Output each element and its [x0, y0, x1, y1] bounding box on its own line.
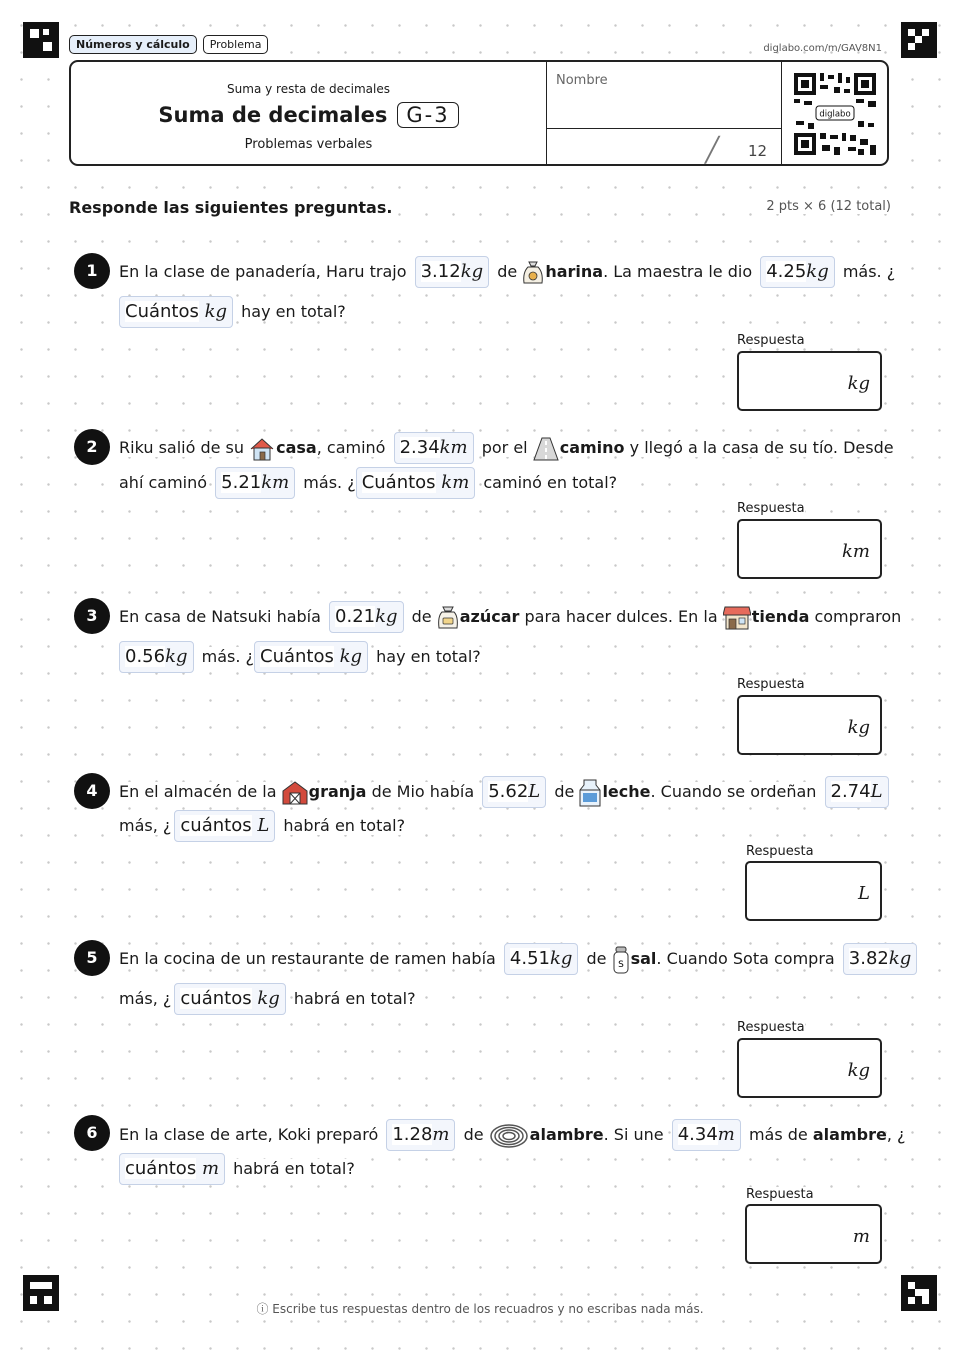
info-icon: ⓘ [256, 1302, 269, 1316]
value-box: 0.56kg [119, 641, 194, 673]
value-box: 3.12kg [415, 256, 490, 288]
value-box: 2.34km [394, 432, 474, 464]
footer-text: Escribe tus respuestas dentro de los recuadros y no escribas nada más. [272, 1302, 704, 1316]
answer-box-3[interactable]: kg [737, 695, 882, 755]
problem-text: más de [748, 1125, 808, 1144]
problem-number-4: 4 [74, 773, 110, 809]
problem-text: . La maestra le dio [603, 262, 753, 281]
answer-label: Respuesta [737, 1020, 805, 1035]
problem-text: . Si une [603, 1125, 664, 1144]
problem-number-3: 3 [74, 598, 110, 634]
problem-number-6: 6 [74, 1115, 110, 1151]
score-total: 12 [748, 142, 768, 160]
svg-text:S: S [617, 959, 624, 970]
problem-text: En la cocina de un restaurante de ramen había [119, 949, 496, 968]
answer-label: Respuesta [746, 844, 814, 859]
salt-shaker-icon [612, 946, 630, 974]
problem-4-line-2 [119, 810, 405, 842]
problem-text: y llegó a la casa de su tío. Desde [629, 438, 894, 457]
answer-label: Respuesta [737, 333, 805, 348]
score-slash: ╱ [705, 136, 720, 164]
problem-3-line-2 [119, 641, 481, 673]
worksheet-code: G-3 [397, 102, 458, 128]
answer-box-1[interactable]: kg [737, 351, 882, 411]
instruction-text: Responde las siguientes preguntas. [69, 198, 393, 217]
value-box: 3.82kg [843, 943, 918, 975]
house-icon [249, 437, 275, 461]
problem-text: habrá en total? [283, 816, 406, 835]
problem-text: En casa de Natsuki había [119, 607, 321, 626]
problem-number-5: 5 [74, 940, 110, 976]
answer-box-4[interactable]: L [745, 861, 882, 921]
value-box: 0.21kg [329, 601, 404, 633]
problem-text: de Mio había [371, 782, 475, 801]
problem-text: habrá en total? [293, 989, 416, 1008]
problem-text: de [463, 1125, 484, 1144]
question-box: Cuántos km [356, 467, 476, 499]
problem-text: En el almacén de la [119, 782, 277, 801]
problem-text: por el [481, 438, 528, 457]
problem-text: más. ¿ [201, 647, 254, 666]
name-divider [547, 128, 782, 129]
answer-label: Respuesta [737, 677, 805, 692]
sugar-bag-icon [437, 605, 459, 631]
value-box: 5.62L [482, 776, 546, 808]
item-word: sal [630, 949, 657, 968]
problem-text: más. ¿ [842, 262, 896, 281]
problem-number-1: 1 [74, 253, 110, 289]
problem-text: de [497, 262, 518, 281]
header-subtitle: Suma y resta de decimales [227, 82, 390, 96]
item-word: casa [276, 438, 317, 457]
value-box: 5.21km [215, 467, 295, 499]
qr-code-icon[interactable] [794, 73, 876, 155]
answer-box-6[interactable]: m [745, 1204, 882, 1264]
item-word: azúcar [459, 607, 520, 626]
problem-2-line-1 [119, 432, 894, 464]
question-box: cuántos m [119, 1153, 225, 1185]
answer-label: Respuesta [746, 1187, 814, 1202]
item-word: harina [545, 262, 604, 281]
problem-text: de [586, 949, 607, 968]
problem-text: de [411, 607, 432, 626]
page-title-text: Suma de decimales [158, 103, 388, 127]
item-word: tienda [751, 607, 810, 626]
problem-1-line-1 [119, 256, 895, 288]
value-box: 4.25kg [760, 256, 835, 288]
problem-text: En la clase de arte, Koki preparó [119, 1125, 379, 1144]
flour-bag-icon [522, 260, 544, 286]
problem-text: hay en total? [376, 647, 481, 666]
problem-text: ahí caminó [119, 473, 208, 492]
problem-text: caminó en total? [483, 473, 618, 492]
qr-label: diglabo [819, 109, 851, 120]
question-box: cuántos L [174, 810, 275, 842]
problem-5-line-1 [119, 943, 920, 975]
corner-marker-top-right [901, 22, 937, 58]
value-box: 4.51kg [504, 943, 579, 975]
problem-text: más, ¿ [119, 816, 172, 835]
site-url[interactable]: diglabo.com/m/GAV8N1 [763, 43, 882, 54]
problem-text: En la clase de panadería, Haru trajo [119, 262, 407, 281]
corner-marker-top-left [23, 22, 59, 58]
problem-1-line-2 [119, 296, 346, 328]
footer-note [0, 1300, 960, 1317]
header-category: Problemas verbales [244, 137, 373, 152]
problem-text: para hacer dulces. En la [524, 607, 718, 626]
problem-5-line-2 [119, 983, 416, 1015]
problem-3-line-1 [119, 601, 901, 633]
answer-box-2[interactable]: km [737, 519, 882, 579]
tag-list [69, 35, 268, 54]
item-word: leche [602, 782, 651, 801]
header-title-area [71, 62, 546, 164]
question-box: Cuántos kg [254, 641, 368, 673]
problem-text: más, ¿ [119, 989, 172, 1008]
problem-text: , caminó [316, 438, 386, 457]
problem-4-line-1 [119, 776, 892, 808]
page-title [71, 102, 546, 128]
name-area[interactable] [546, 62, 782, 164]
problem-6-line-1 [119, 1119, 905, 1151]
wire-coil-icon [489, 1123, 529, 1149]
points-info: 2 pts × 6 (12 total) [766, 199, 891, 214]
problem-text: . Cuando se ordeñan [650, 782, 817, 801]
problem-text: más. ¿ [303, 473, 356, 492]
value-box: 1.28m [386, 1119, 455, 1151]
item-word: camino [559, 438, 625, 457]
item-word: alambre [812, 1125, 887, 1144]
problem-text: hay en total? [241, 302, 346, 321]
problem-6-line-2 [119, 1153, 355, 1185]
answer-label: Respuesta [737, 501, 805, 516]
qr-area [781, 62, 890, 164]
problem-text: Riku salió de su [119, 438, 245, 457]
problem-text: , ¿ [886, 1125, 906, 1144]
item-word: alambre [529, 1125, 604, 1144]
value-box: 4.34m [672, 1119, 741, 1151]
problem-text: habrá en total? [233, 1159, 355, 1178]
problem-number-2: 2 [74, 429, 110, 465]
problem-text: . Cuando Sota compra [656, 949, 835, 968]
question-box: cuántos kg [174, 983, 285, 1015]
item-word: granja [308, 782, 367, 801]
road-icon [533, 436, 559, 462]
worksheet-header [69, 60, 889, 166]
problem-text: de [554, 782, 575, 801]
type-tag: Problema [203, 35, 269, 54]
name-label: Nombre [556, 73, 608, 88]
question-box: Cuántos kg [119, 296, 233, 328]
shop-icon [723, 605, 751, 631]
problem-text: compraron [814, 607, 902, 626]
value-box: 2.74L [825, 776, 889, 808]
category-tag: Números y cálculo [69, 35, 197, 54]
answer-box-5[interactable]: kg [737, 1038, 882, 1098]
problem-2-line-2 [119, 467, 617, 499]
barn-icon [282, 780, 308, 806]
milk-carton-icon [579, 779, 601, 807]
